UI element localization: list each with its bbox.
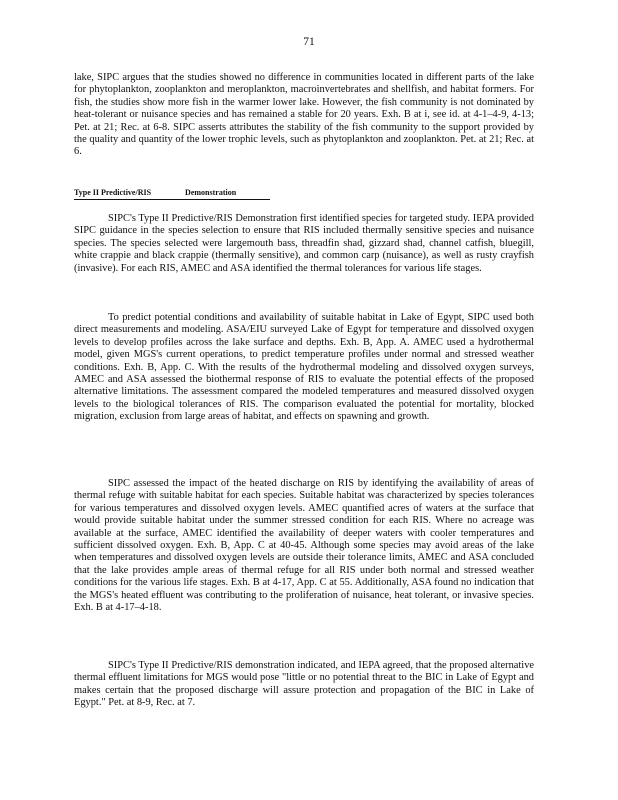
- page-number: 71: [303, 36, 315, 48]
- paragraph-continuation: [74, 72, 534, 159]
- section-heading: [74, 188, 270, 200]
- paragraph-text: SIPC's Type II Predictive/RIS demonstration indicated, and IEPA agreed, that the proposed alternative thermal effluent limitations for MGS would pose "little or no potential threat to the BIC in Lake of Egypt and makes certain that the proposed discharge will assure protection and propagation of the BIC in Lake of Egypt." Pet. at 8-9, Rec. at 7.: [74, 660, 534, 709]
- paragraph-conclusion: [74, 660, 534, 710]
- section-heading-title: Type II Predictive/RIS: [74, 188, 152, 197]
- paragraph-text: SIPC's Type II Predictive/RIS Demonstration first identified species for targeted study. IEPA provided SIPC guidance in the species selection to ensure that RIS included thermally sensitive species and nuisance species. The species selected were largemouth bass, threadfin shad, gizzard shad, channel catfish, bluegill, white crappie and black crappie (thermally sensitive), and common carp (nuisance), as well as rusty crayfish (invasive). For each RIS, AMEC and ASA identified the thermal tolerances for various life stages.: [74, 213, 534, 274]
- paragraph-habitat-prediction: [74, 312, 534, 424]
- paragraph-text: To predict potential conditions and availability of suitable habitat in Lake of Egypt, SIPC used both direct measurements and modeling. ASA/EIU surveyed Lake of Egypt for temperature and dissolved oxygen levels to develop profiles across the lake surface and depths. Exh. B, App. A. AMEC used a hydrothermal model, given MGS's current operations, to predict temperature profiles under normal and stressed weather conditions. Exh. B, App. C. With the results of the hydrothermal modeling and dissolved oxygen surveys, AMEC and ASA assessed the biothermal response of RIS to evaluate the potential effects of the proposed alternative limitations. The assessment compared the modeled temperatures and measured dissolved oxygen levels to the biological tolerances of RIS. The comparison evaluated the potential for mortality, blocked migration, exclusion from large areas of habitat, and effects on spawning and growth.: [74, 312, 534, 423]
- paragraph-text: lake, SIPC argues that the studies showed no difference in communities located in different parts of the lake for phytoplankton, zooplankton and meroplankton, macroinvertebrates and shellfish, and habitat formers. For fish, the studies show more fish in the warmer lower lake. However, the fish community is not dominated by heat-tolerant or nuisance species and has remained a stable for 20 years. Exh. B at i, see id. at 4-1–4-9, 4-13; Pet. at 21; Rec. at 6-8. SIPC asserts attributes the stability of the fish community to the support provided by the quality and quantity of the lower trophic levels, such as phytoplankton and zooplankton. Pet. at 21; Rec. at 6.: [74, 72, 534, 158]
- paragraph-thermal-refuge: [74, 478, 534, 614]
- section-heading-subtitle: Demonstration: [185, 188, 237, 197]
- paragraph-text: SIPC assessed the impact of the heated discharge on RIS by identifying the availability of areas of thermal refuge with suitable habitat for each species. Suitable habitat was characterized by species tolerances for various temperatures and dissolved oxygen levels. AMEC quantified acres of waters at the surface that would provide suitable habitat under the summer stressed condition for each RIS. Where no acreage was available at the surface, AMEC identified the availability of deeper waters with cooler temperatures and sufficient dissolved oxygen. Exh. B, App. C at 40-45. Although some species may avoid areas of the lake when temperatures and dissolved oxygen levels are outside their tolerance limits, AMEC and ASA concluded that the lake provides ample areas of thermal refuge for all RIS under both normal and stressed weather conditions for the various life stages. Exh. B at 4-17, App. C at 55. Additionally, ASA found no indication that the MGS's heated effluent was contributing to the proliferation of nuisance, heat tolerant, or invasive species. Exh. B at 4-17–4-18.: [74, 478, 534, 614]
- paragraph-species-selection: [74, 213, 534, 275]
